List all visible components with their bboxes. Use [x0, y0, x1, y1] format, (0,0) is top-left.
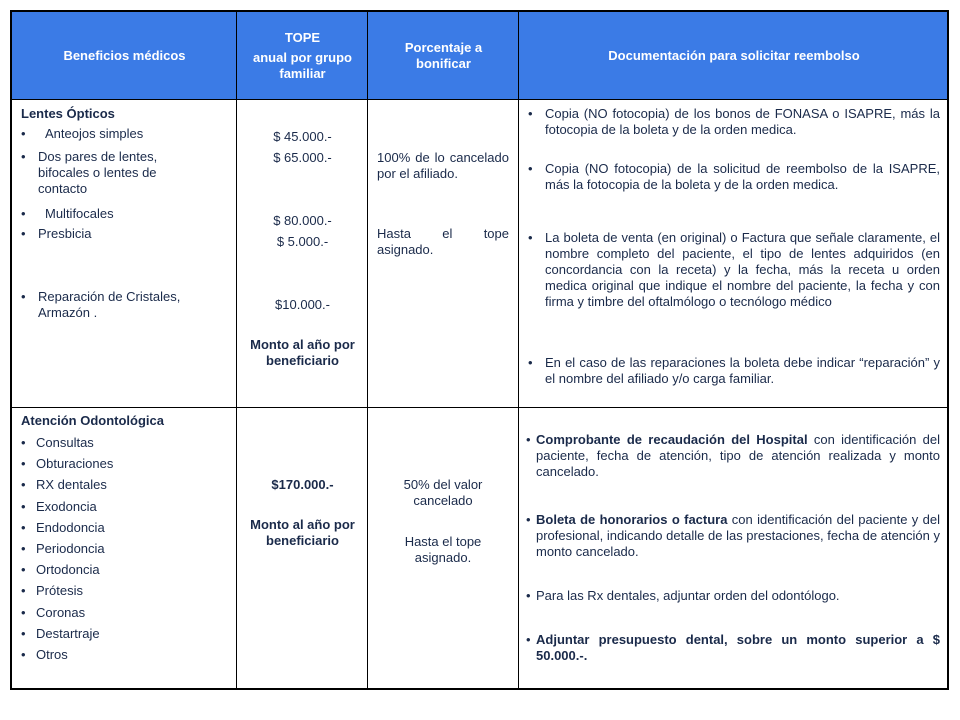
bullet: •	[526, 512, 531, 527]
list-item: Multifocales	[45, 206, 114, 221]
pct-text: Hasta el tope asignado.	[404, 534, 482, 565]
bullet: •	[21, 498, 26, 514]
doc-item: Para las Rx dentales, adjuntar orden del odontólogo.	[536, 588, 840, 603]
list-item: Obturaciones	[36, 456, 114, 472]
bullet: •	[526, 588, 531, 603]
bullet: •	[528, 355, 533, 370]
list-item: RX dentales	[36, 477, 107, 493]
list-item: Reparación de Cristales, Armazón .	[38, 289, 181, 320]
tope-note: Monto al año por beneficiario	[250, 337, 355, 368]
header-tope: TOPE anual por grupo familiar	[253, 29, 352, 81]
bullet: •	[21, 477, 26, 493]
doc-item: Boleta de honorarios o factura con identificación del paciente y del profesional, indicando detalle de las prestaciones, fecha de atención y monto cancelado.	[536, 512, 940, 559]
bullet: •	[21, 519, 26, 535]
bullet: •	[21, 583, 26, 599]
bullet: •	[21, 647, 26, 662]
tope-value: $ 5.000.-	[276, 234, 329, 249]
doc-item: Copia (NO fotocopia) de los bonos de FONASA o ISAPRE, más la fotocopia de la boleta y de la orden medica.	[545, 106, 940, 137]
row2-title: Atención Odontológica	[21, 413, 164, 428]
bullet: •	[21, 289, 26, 304]
pct-text: 50% del valor cancelado	[403, 477, 483, 508]
bullet: •	[21, 226, 26, 241]
list-item: Anteojos simples	[45, 126, 144, 141]
doc-item: Comprobante de recaudación del Hospital con identificación del paciente, fecha de atención, tipo de atención realizada y monto cancelado.	[536, 432, 940, 479]
bullet: •	[21, 149, 26, 164]
bullet: •	[21, 206, 26, 221]
list-item: Ortodoncia	[36, 562, 100, 578]
tope-value: $170.000.-	[271, 477, 334, 492]
row1-title: Lentes Ópticos	[21, 106, 115, 121]
bullet: •	[21, 126, 26, 141]
list-item: Presbicia	[38, 226, 92, 241]
doc-item: La boleta de venta (en original) o Factura que señale claramente, el nombre completo del paciente, el tipo de lentes adquiridos (en concordancia con la receta) y la fecha, más la receta u orden medica original que indique el nombre del paciente, la fecha y con firma y timbre del oftalmólogo o tecnólogo médico	[545, 230, 940, 309]
list-item: Prótesis	[36, 583, 83, 599]
list-item: Consultas	[36, 435, 94, 450]
list-item: Periodoncia	[36, 541, 105, 556]
list-item: Dos pares de lentes, bifocales o lentes de contacto	[38, 149, 158, 196]
doc-item: En el caso de las reparaciones la boleta debe indicar “reparación” y el nombre del afiliado y/o carga familiar.	[545, 355, 940, 386]
tope-value: $10.000.-	[275, 297, 330, 312]
bullet: •	[21, 562, 26, 578]
tope-note: Monto al año por beneficiario	[250, 517, 355, 548]
header-beneficios: Beneficios médicos	[63, 47, 186, 63]
pct-text: Hasta el tope asignado.	[377, 226, 509, 257]
bullet: •	[21, 625, 26, 641]
bullet: •	[526, 432, 531, 447]
list-item: Destartraje	[36, 625, 100, 641]
doc-item: Copia (NO fotocopia) de la solicitud de reembolso de la ISAPRE, más la fotocopia de la boleta y de la orden medica.	[545, 161, 940, 192]
bullet: •	[21, 541, 26, 556]
bullet: •	[528, 106, 533, 121]
bullet: •	[21, 435, 26, 450]
bullet: •	[21, 604, 26, 620]
list-item: Coronas	[36, 604, 86, 620]
tope-value: $ 45.000.-	[273, 129, 332, 144]
bullet: •	[528, 230, 533, 245]
bullet: •	[528, 161, 533, 176]
tope-value: $ 65.000.-	[273, 150, 332, 165]
bullet: •	[526, 632, 531, 647]
bullet: •	[21, 456, 26, 472]
list-item: Otros	[36, 647, 68, 662]
header-porcentaje: Porcentaje a bonificar	[404, 39, 483, 71]
tope-value: $ 80.000.-	[273, 213, 332, 228]
header-documentacion: Documentación para solicitar reembolso	[608, 47, 860, 63]
list-item: Endodoncia	[36, 519, 105, 535]
pct-text: 100% de lo cancelado por el afiliado.	[377, 150, 509, 181]
doc-item: Adjuntar presupuesto dental, sobre un monto superior a $ 50.000.-.	[536, 632, 940, 663]
list-item: Exodoncia	[36, 498, 97, 514]
benefits-table	[10, 10, 949, 690]
